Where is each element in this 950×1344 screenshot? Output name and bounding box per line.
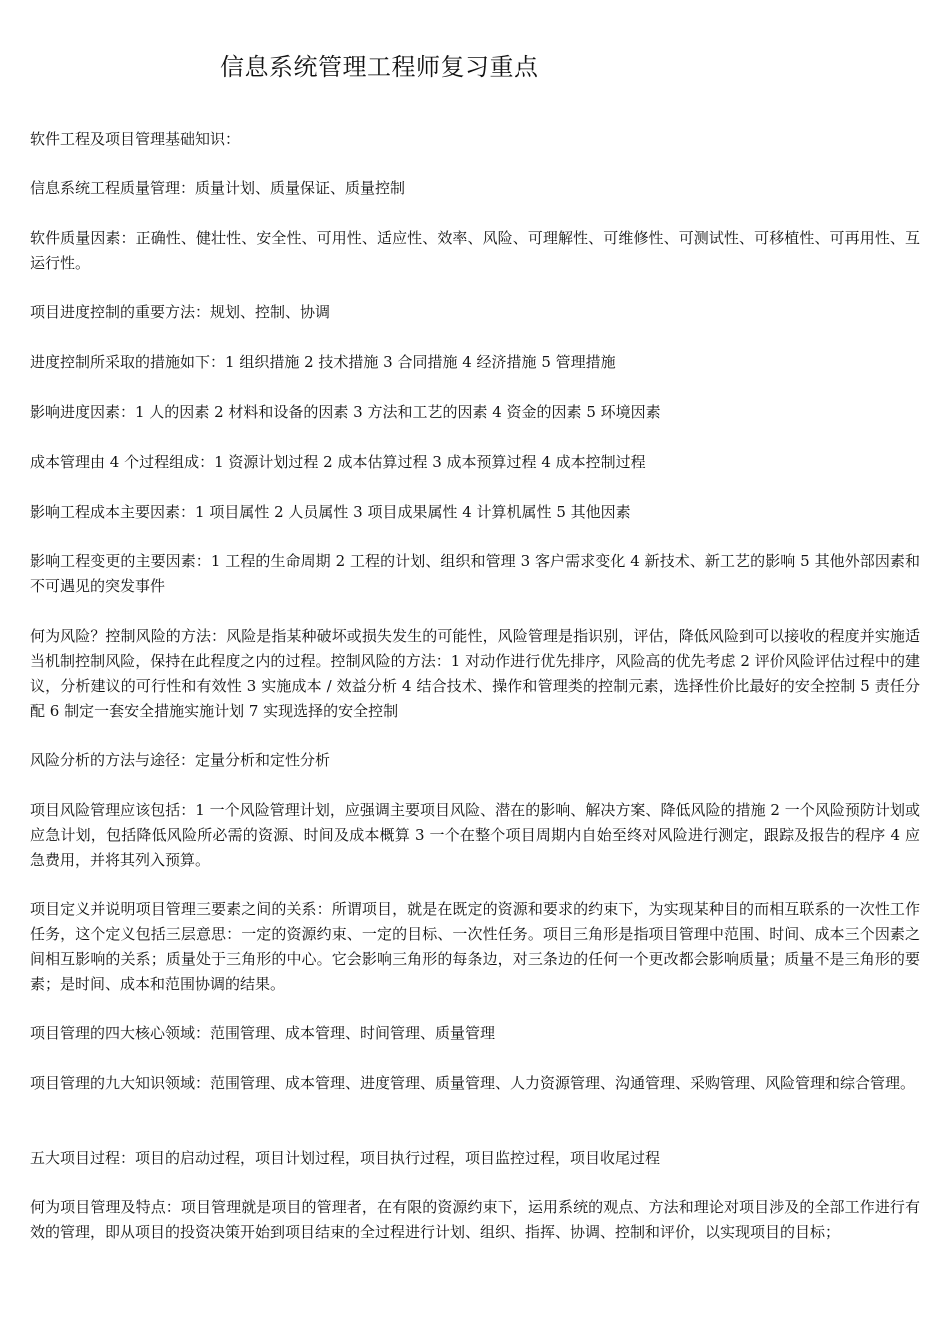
paragraph-cost-factors: 影响工程成本主要因素：1 项目属性 2 人员属性 3 项目成果属性 4 计算机属性 5 其他因素 xyxy=(30,503,631,521)
section-heading: 软件工程及项目管理基础知识： xyxy=(30,130,241,148)
paragraph-process-groups: 五大项目过程：项目的启动过程，项目计划过程，项目执行过程，项目监控过程，项目收尾过程 xyxy=(30,1149,661,1167)
paragraph-schedule-factors: 影响进度因素：1 人的因素 2 材料和设备的因素 3 方法和工艺的因素 4 资金的因素 5 环境因素 xyxy=(30,403,661,421)
paragraph-cost-processes: 成本管理由 4 个过程组成：1 资源计划过程 2 成本估算过程 3 成本预算过程 4 成本控制过程 xyxy=(30,453,646,471)
document-title: 信息系统管理工程师复习重点 xyxy=(220,53,539,81)
paragraph-quality-factors: 软件质量因素：正确性、健壮性、安全性、可用性、适应性、效率、风险、可理解性、可维修性、可测试性、可移植性、可再用性、互运行性。 xyxy=(30,229,920,272)
paragraph-risk-analysis: 风险分析的方法与途径：定量分析和定性分析 xyxy=(30,751,331,769)
paragraph-core-areas: 项目管理的四大核心领域：范围管理、成本管理、时间管理、质量管理 xyxy=(30,1024,496,1042)
paragraph-schedule-measures: 进度控制所采取的措施如下：1 组织措施 2 技术措施 3 合同措施 4 经济措施 5 管理措施 xyxy=(30,353,616,371)
paragraph-project-definition: 项目定义并说明项目管理三要素之间的关系：所谓项目，就是在既定的资源和要求的约束下，为实现某种目的而相互联系的一次性工作任务，这个定义包括三层意思：一定的资源约束、一定的目标、一次性任务。项目三角形是指项目管理中范围、时间、成本三个因素之间相互影响的关系；质量处于三角形的中心。它会影响三角形的每条边，对三条边的任何一个更改都会影响质量；质量不是三角形的要素；是时间、成本和范围协调的结果。 xyxy=(30,900,920,993)
paragraph-risk-definition: 何为风险？控制风险的方法：风险是指某种破坏或损失发生的可能性，风险管理是指识别，评估，降低风险到可以接收的程度并实施适当机制控制风险，保持在此程度之内的过程。控制风险的方法：1 对动作进行优先排序，风险高的优先考虑 2 评价风险评估过程中的建议，分析建议的可行性和有效性 3 实施成本 / 效益分析 4 结合技术、操作和管理类的控制元素，选择性价比最好的安全控制 5 责任分配 6 制定一套安全措施实施计划 7 实现选择的安全控制 xyxy=(30,627,920,720)
paragraph-project-management: 何为项目管理及特点：项目管理就是项目的管理者，在有限的资源约束下，运用系统的观点、方法和理论对项目涉及的全部工作进行有效的管理，即从项目的投资决策开始到项目结束的全过程进行计划、组织、指挥、协调、控制和评价，以实现项目的目标； xyxy=(30,1198,920,1241)
paragraph-risk-management: 项目风险管理应该包括：1 一个风险管理计划，应强调主要项目风险、潜在的影响、解决方案、降低风险的措施 2 一个风险预防计划或应急计划，包括降低风险所必需的资源、时间及成本概算 3 一个在整个项目周期内自始至终对风险进行测定，跟踪及报告的程序 4 应急费用，并将其列入预算。 xyxy=(30,801,920,869)
paragraph-change-factors: 影响工程变更的主要因素：1 工程的生命周期 2 工程的计划、组织和管理 3 客户需求变化 4 新技术、新工艺的影响 5 其他外部因素和不可遇见的突发事件 xyxy=(30,552,920,595)
paragraph-knowledge-areas: 项目管理的九大知识领域：范围管理、成本管理、进度管理、质量管理、人力资源管理、沟通管理、采购管理、风险管理和综合管理。 xyxy=(30,1074,916,1092)
paragraph-quality-management: 信息系统工程质量管理：质量计划、质量保证、质量控制 xyxy=(30,179,406,197)
paragraph-schedule-methods: 项目进度控制的重要方法：规划、控制、协调 xyxy=(30,303,331,321)
